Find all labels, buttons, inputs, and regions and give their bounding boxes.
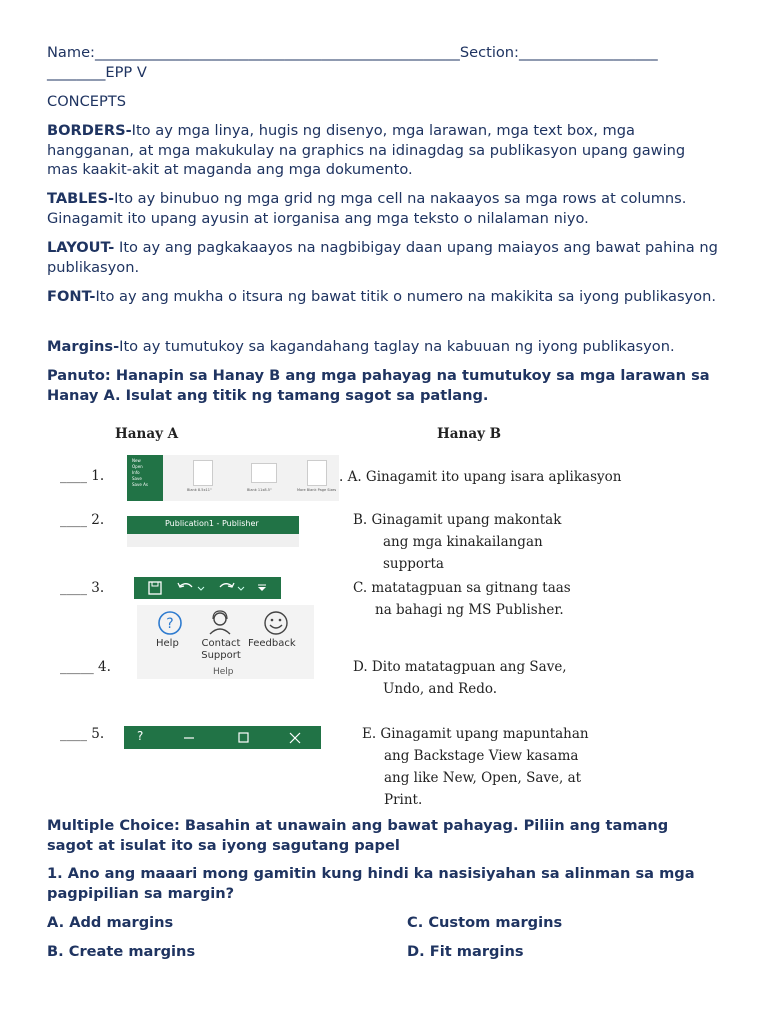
backstage-view-image: New Open Info Save Save As Blank 8.5x11" Blank 11x8.5" More Blank Page Sizes [127, 455, 339, 501]
quick-access-toolbar-image [134, 577, 281, 599]
window-title: Publication1 - Publisher [165, 519, 259, 528]
qat-icons [134, 577, 281, 599]
help-group-image: ? Help Contact Support Feedback Help [137, 605, 314, 679]
blank-3[interactable]: ____ 3. [60, 580, 105, 596]
concept-layout: LAYOUT- Ito ay ang pagkakaayos na nagbibigay daan upang maiayos ang bawat pahina ng publikasyon. [47, 239, 718, 276]
concepts-heading: CONCEPTS [47, 93, 126, 110]
option-b: B. Ginagamit upang makontak ang mga kinakailangan supporta [353, 512, 562, 572]
concept-borders: BORDERS-Ito ay mga linya, hugis ng disenyo, mga larawan, mga text box, mga hangganan, at mga makukulay na graphics na idinagdag sa publikasyon upang gawing mas kaakit-akit at maganda ang mga dokumento. [47, 122, 686, 179]
option-e: E. Ginagamit upang mapuntahan ang Backstage View kasama ang like New, Open, Save, at Print. [362, 726, 589, 808]
blank-4[interactable]: _____ 4. [60, 659, 111, 675]
choice-d[interactable]: D. Fit margins [407, 943, 524, 960]
concept-margins: Margins-Ito ay tumutukoy sa kagandahang taglay na kabuuan ng iyong publikasyon. [47, 338, 675, 355]
choice-c[interactable]: C. Custom margins [407, 914, 563, 931]
blank-1[interactable]: ____ 1. [60, 468, 105, 484]
panuto-instruction: Panuto: Hanapin sa Hanay B ang mga pahayag na tumutukoy sa mga larawan sa Hanay A. Isulat ang titik ng tamang sagot sa patlang. [47, 367, 710, 404]
template-page-icon [307, 460, 327, 486]
hanay-a-heading: Hanay A [115, 426, 179, 442]
choice-b[interactable]: B. Create margins [47, 943, 196, 960]
backstage-menu-strip: New Open Info Save Save As [127, 455, 163, 501]
concept-font: FONT-Ito ay ang mukha o itsura ng bawat titik o numero na makikita sa iyong publikasyon. [47, 288, 716, 305]
option-a: . A. Ginagamit ito upang isara aplikasyon [339, 469, 622, 485]
hanay-b-heading: Hanay B [437, 426, 502, 442]
svg-text:?: ? [166, 616, 174, 632]
multiple-choice-instruction: Multiple Choice: Basahin at unawain ang bawat pahayag. Piliin ang tamang sagot at isulat ito sa iyong sagutang papel [47, 817, 669, 854]
feedback-smiley-icon [261, 610, 291, 636]
window-control-icons [184, 730, 304, 746]
option-c: C. matatagpuan sa gitnang taas na bahagi ng MS Publisher. [353, 580, 571, 618]
option-d: D. Dito matatagpuan ang Save, Undo, and Redo. [353, 659, 567, 697]
concept-tables: TABLES-Ito ay binubuo ng mga grid ng mga cell na nakaayos sa mga rows at columns. Ginagamit ito upang ayusin at iorganisa ang mga teksto o nilalaman niyo. [47, 190, 687, 227]
template-page-icon [251, 463, 277, 483]
question-1: 1. Ano ang maaari mong gamitin kung hindi ka nasisiyahan sa alinman sa mga pagpipilian sa margin? [47, 865, 695, 902]
blank-5[interactable]: ____ 5. [60, 726, 105, 742]
name-line: Name:__________________________________________________Section:___________________ [47, 44, 658, 61]
window-controls-image [124, 726, 321, 749]
blank-2[interactable]: ____ 2. [60, 512, 105, 528]
contact-support-icon [205, 610, 235, 636]
help-icon [153, 610, 187, 636]
help-icon: ? [137, 729, 144, 743]
subject-line: ________EPP V [47, 64, 147, 81]
title-bar-image [127, 516, 299, 547]
template-page-icon [193, 460, 213, 486]
choice-a[interactable]: A. Add margins [47, 914, 174, 931]
